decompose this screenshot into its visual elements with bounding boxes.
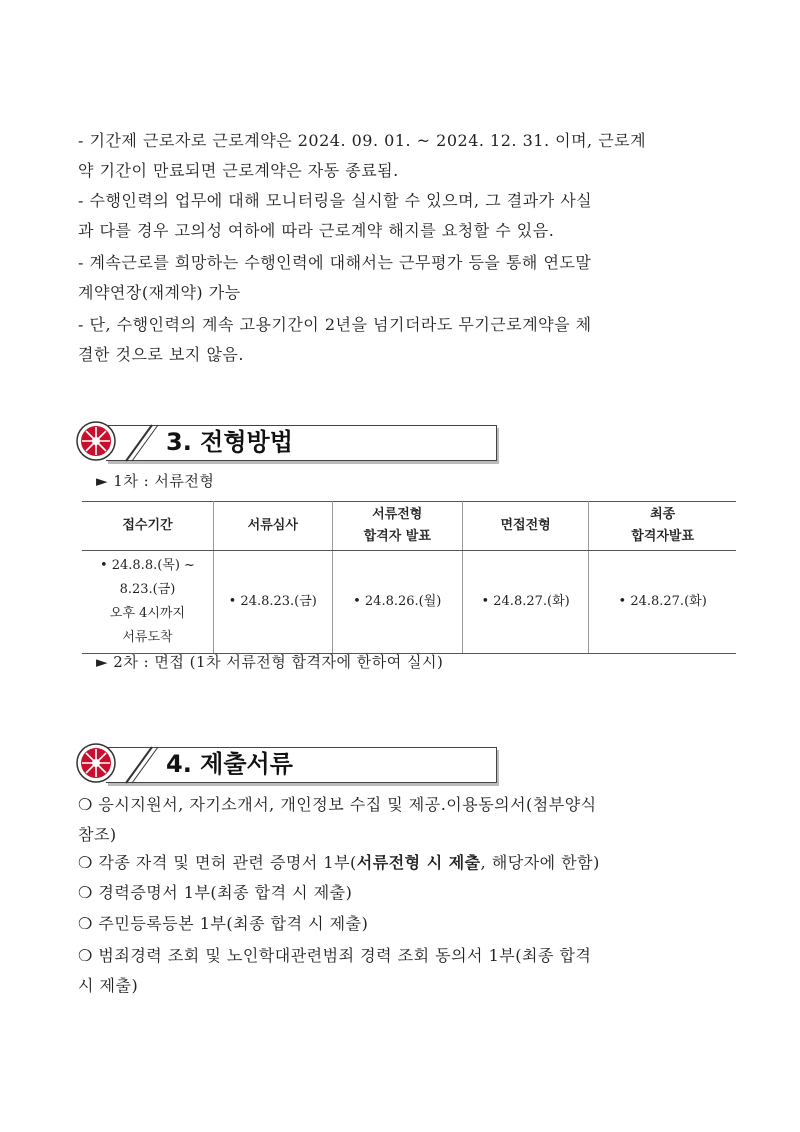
text-line: - 계속근로를 희망하는 수행인력에 대해서는 근무평가 등을 통해 연도말 — [78, 253, 592, 272]
text-line: - 단, 수행인력의 계속 고용기간이 2년을 넘기더라도 무기근로계약을 체 — [78, 315, 592, 334]
header-cell: 면접전형 — [462, 502, 588, 551]
heading-slant-decoration — [122, 743, 162, 785]
section-title: 3. 전형방법 — [166, 428, 293, 456]
bold-emphasis: 서류전형 시 제출 — [356, 853, 481, 872]
intro-paragraph-2 — [78, 186, 592, 246]
heading-box — [106, 425, 497, 461]
intro-paragraph-4 — [78, 310, 592, 370]
intro-paragraph-3 — [78, 248, 591, 308]
table-cell: • 24.8.26.(월) — [332, 551, 462, 654]
table-cell: • 24.8.27.(화) — [462, 551, 588, 654]
step-2-label: ► 2차 : 면접 (1차 서류전형 합격자에 한하여 실시) — [96, 653, 444, 671]
table-header-row — [82, 502, 736, 551]
document-item-3 — [78, 878, 352, 908]
table-row — [82, 551, 736, 654]
text-line: 시 제출) — [78, 976, 139, 995]
text-line: , 해당자에 한함) — [480, 853, 600, 872]
header-cell: 접수기간 — [82, 502, 213, 551]
caritas-cross-icon — [76, 421, 116, 461]
text-line: - 기간제 근로자로 근로계약은 2024. 09. 01. ~ 2024. 12. 31. 이며, 근로계 — [78, 131, 647, 150]
text-line: - 수행인력의 업무에 대해 모니터링을 실시할 수 있으며, 그 결과가 사실 — [78, 191, 593, 210]
text-line: 약 기간이 만료되면 근로계약은 자동 종료됨. — [78, 161, 399, 180]
text-line: 과 다를 경우 고의성 여하에 따라 근로계약 해지를 요청할 수 있음. — [78, 221, 555, 240]
text-line: 결한 것으로 보지 않음. — [78, 345, 244, 364]
header-cell: 최종 합격자발표 — [589, 502, 736, 551]
schedule-table — [82, 501, 736, 654]
heading-slant-decoration — [122, 421, 162, 463]
intro-paragraph-1 — [78, 126, 646, 186]
document-item-4 — [78, 909, 368, 939]
section-4-heading — [76, 743, 500, 785]
document-item-1 — [78, 790, 597, 850]
document-item-5 — [78, 941, 591, 1001]
document-item-2 — [78, 848, 600, 878]
header-cell: 서류심사 — [213, 502, 332, 551]
heading-box — [106, 747, 497, 783]
table-cell: • 24.8.8.(목) ~ 8.23.(금) 오후 4시까지 서류도착 — [82, 551, 213, 654]
table-cell: • 24.8.27.(화) — [589, 551, 736, 654]
header-cell: 서류전형 합격자 발표 — [332, 502, 462, 551]
text-line: ❍ 각종 자격 및 면허 관련 증명서 1부( — [78, 853, 357, 872]
text-line: ❍ 응시지원서, 자기소개서, 개인정보 수집 및 제공.이용동의서(첨부양식 — [78, 795, 597, 814]
text-line: 계약연장(재계약) 가능 — [78, 283, 241, 302]
section-3-heading — [76, 421, 500, 463]
text-line: ❍ 경력증명서 1부(최종 합격 시 제출) — [78, 883, 353, 902]
text-line: ❍ 범죄경력 조회 및 노인학대관련범죄 경력 조회 동의서 1부(최종 합격 — [78, 946, 592, 965]
step-1-label: ► 1차 : 서류전형 — [96, 472, 215, 490]
section-title: 4. 제출서류 — [166, 750, 293, 778]
text-line: 참조) — [78, 825, 117, 844]
caritas-cross-icon — [76, 743, 116, 783]
text-line: ❍ 주민등록등본 1부(최종 합격 시 제출) — [78, 914, 369, 933]
table-cell: • 24.8.23.(금) — [213, 551, 332, 654]
